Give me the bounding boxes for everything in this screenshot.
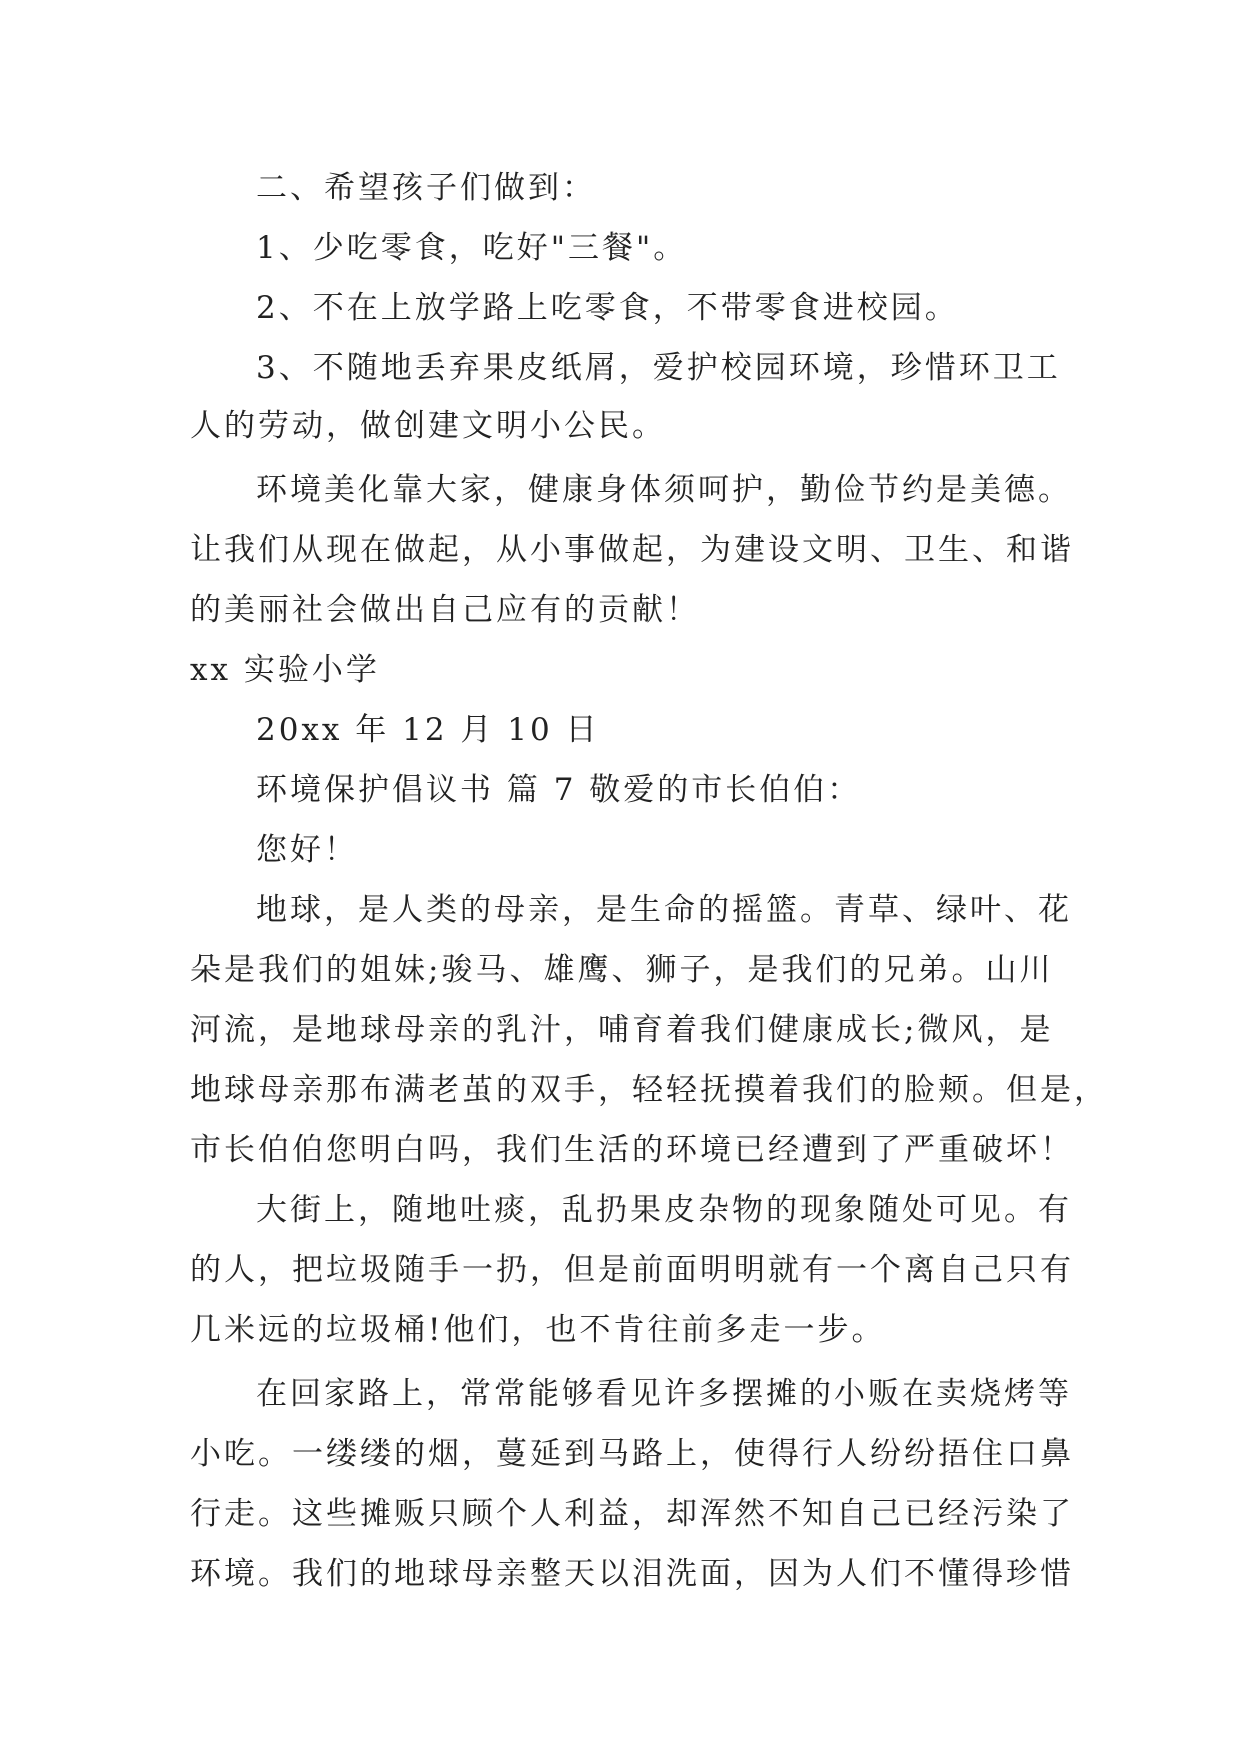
paragraph-line: 在回家路上，常常能够看见许多摆摊的小贩在卖烧烤等 xyxy=(256,1376,1072,1412)
paragraph-line: 的美丽社会做出自己应有的贡献！ xyxy=(190,592,700,628)
paragraph-line: 行走。这些摊贩只顾个人利益，却浑然不知自己已经污染了 xyxy=(190,1496,1074,1532)
paragraph-line: 让我们从现在做起，从小事做起，为建设文明、卫生、和谐 xyxy=(190,532,1074,568)
paragraph-line: 地球母亲那布满老茧的双手，轻轻抚摸着我们的脸颊。但是， xyxy=(190,1072,1108,1108)
letter-title: 环境保护倡议书 篇 7 敬爱的市长伯伯： xyxy=(256,772,862,808)
section-heading: 二、希望孩子们做到： xyxy=(256,170,596,206)
paragraph-line: 地球，是人类的母亲，是生命的摇篮。青草、绿叶、花 xyxy=(256,892,1072,928)
list-item-2: 2、不在上放学路上吃零食，不带零食进校园。 xyxy=(256,290,959,326)
paragraph-line: 大街上，随地吐痰，乱扔果皮杂物的现象随处可见。有 xyxy=(256,1192,1072,1228)
paragraph-line: 市长伯伯您明白吗，我们生活的环境已经遭到了严重破坏！ xyxy=(190,1132,1074,1168)
paragraph-line: 几米远的垃圾桶!他们，也不肯往前多走一步。 xyxy=(190,1312,886,1348)
paragraph-line: 小吃。一缕缕的烟，蔓延到马路上，使得行人纷纷捂住口鼻 xyxy=(190,1436,1074,1472)
paragraph-line: 的人，把垃圾随手一扔，但是前面明明就有一个离自己只有 xyxy=(190,1252,1074,1288)
list-item-1: 1、少吃零食，吃好"三餐"。 xyxy=(256,230,688,266)
signature-school: xx 实验小学 xyxy=(190,652,380,688)
paragraph-line: 环境美化靠大家，健康身体须呵护，勤俭节约是美德。 xyxy=(256,472,1072,508)
paragraph-line: 环境。我们的地球母亲整天以泪洗面，因为人们不懂得珍惜 xyxy=(190,1556,1074,1592)
letter-greeting: 您好！ xyxy=(256,832,358,868)
list-item-3: 3、不随地丢弃果皮纸屑，爱护校园环境，珍惜环卫工 xyxy=(256,350,1061,386)
signature-date: 20xx 年 12 月 10 日 xyxy=(256,712,600,748)
paragraph-line: 河流，是地球母亲的乳汁，哺育着我们健康成长;微风，是 xyxy=(190,1012,1054,1048)
list-item-3-continued: 人的劳动，做创建文明小公民。 xyxy=(190,408,666,444)
paragraph-line: 朵是我们的姐妹;骏马、雄鹰、狮子，是我们的兄弟。山川 xyxy=(190,952,1054,988)
